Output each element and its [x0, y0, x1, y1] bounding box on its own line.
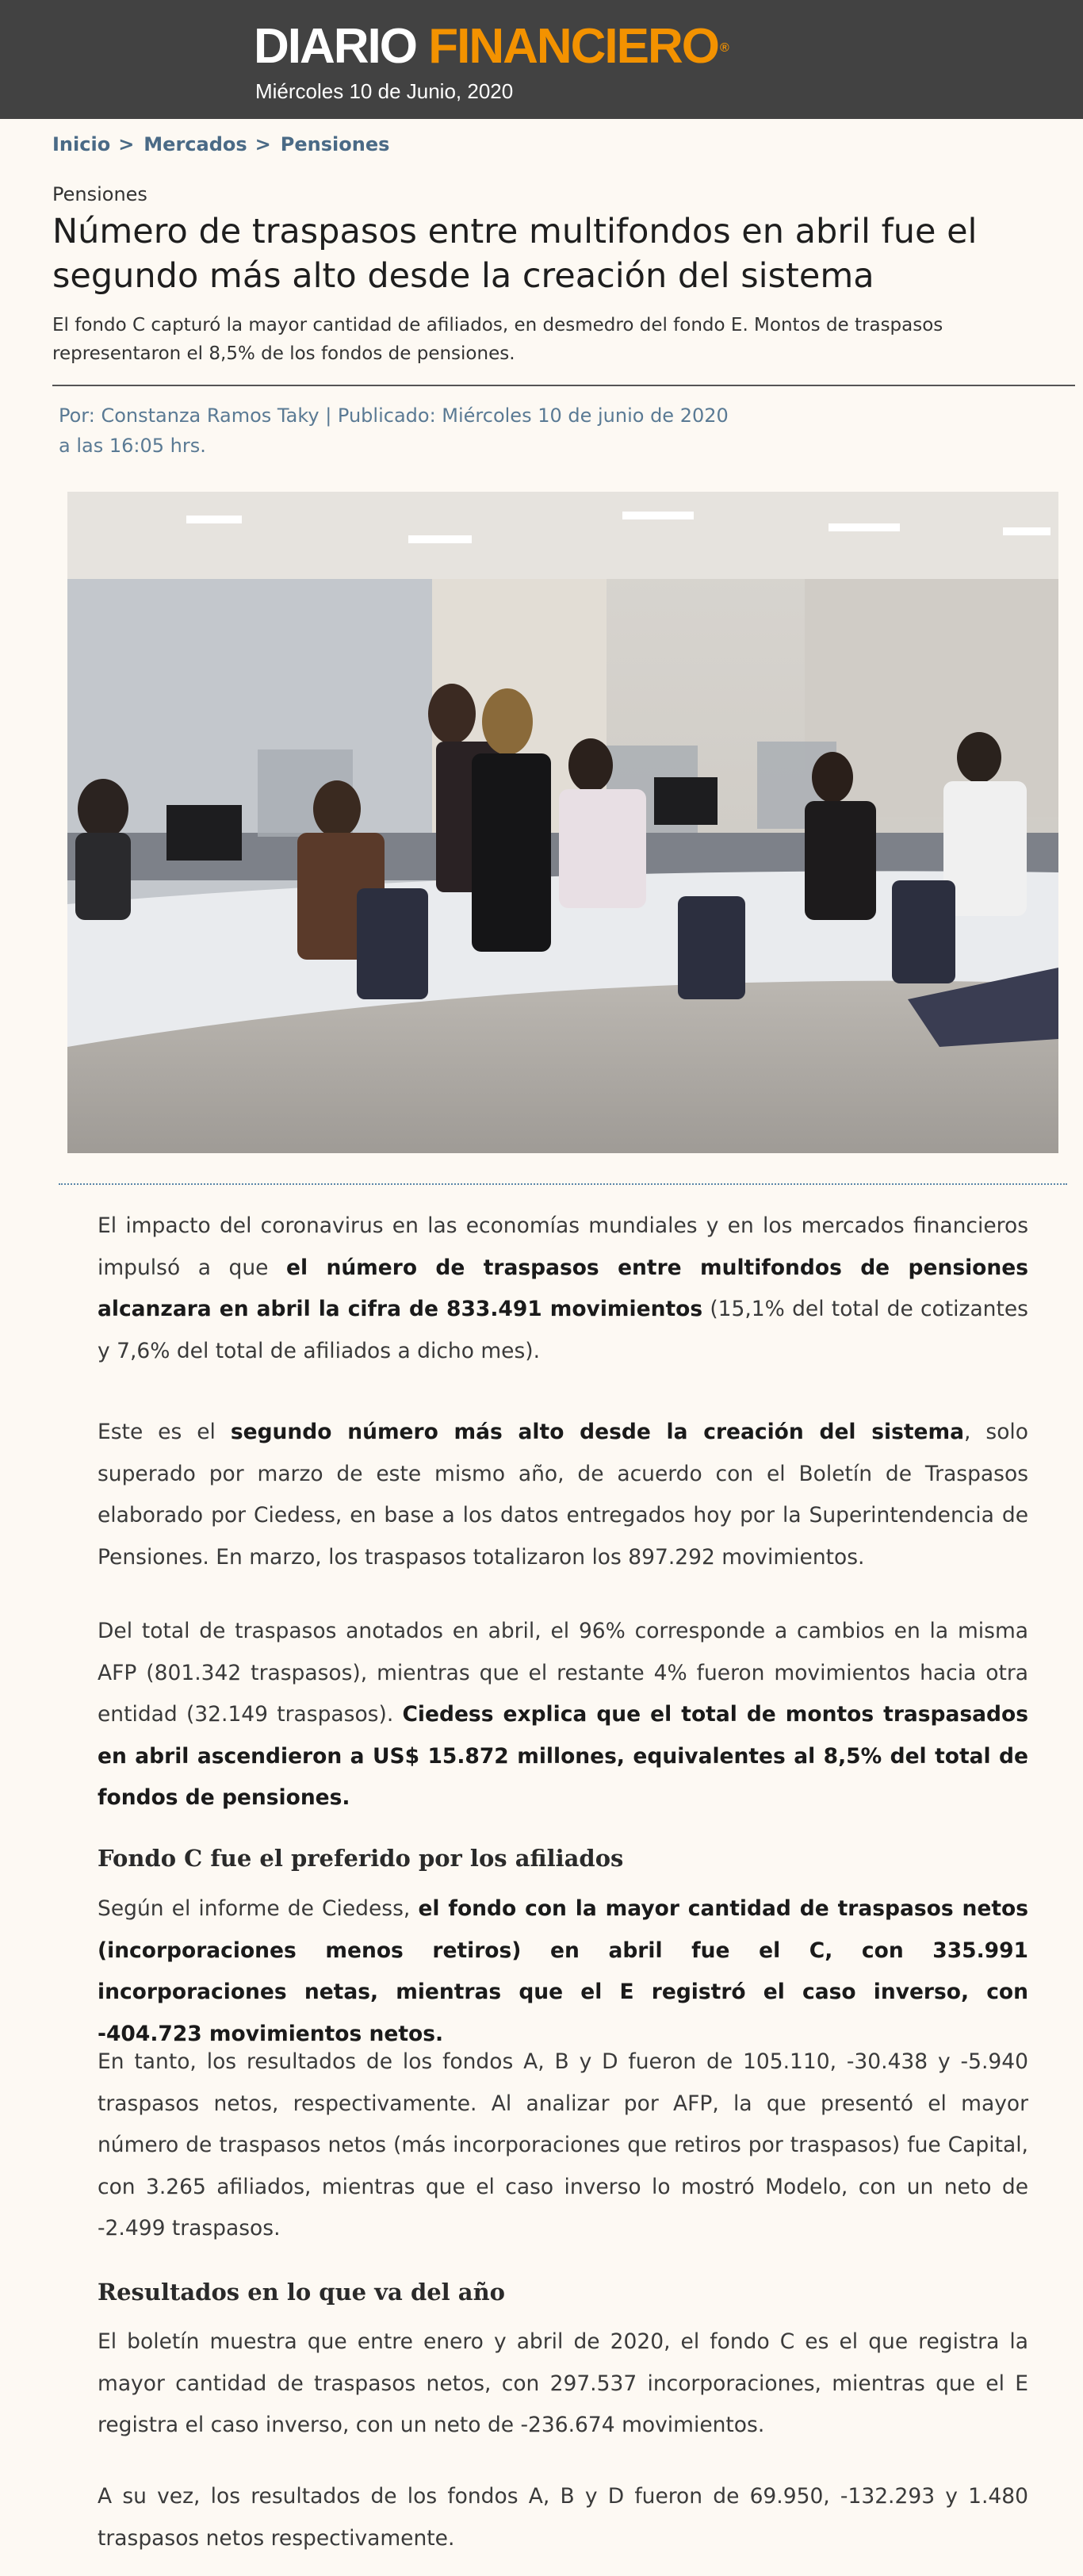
header-date: Miércoles 10 de Junio, 2020	[255, 79, 514, 103]
breadcrumb-pensiones[interactable]: Pensiones	[280, 133, 390, 155]
paragraph-2-text-1: Este es el	[98, 1420, 231, 1444]
paragraph-6: El boletín muestra que entre enero y abril de 2020, el fondo C es el que registra la mayor cantidad de traspasos netos, con 297.537 incorporaciones, mientras que el E registra el caso inverso, con un neto de -236.674 movimientos.	[98, 2329, 1028, 2437]
article-byline: Por: Constanza Ramos Taky | Publicado: Miércoles 10 de junio de 2020 a las 16:05 hrs.	[59, 404, 729, 457]
site-logo[interactable]	[254, 19, 728, 74]
site-header	[0, 0, 1083, 119]
paragraph-2-text-2: , solo superado por marzo de este mismo año, de acuerdo con el Boletín de Traspasos elaborado por Ciedess, en base a los datos entregados hoy por la Superintendencia de Pensiones. En marzo, los traspasos totalizaron los 897.292 movimientos.	[98, 1420, 1028, 1570]
paragraph-3-text-1: Del total de traspasos anotados en abril, el 96% corresponde a cambios en la misma AFP (801.342 traspasos), mientras que el restante 4% fueron movimientos hacia otra entidad (32.149 traspasos).	[98, 1619, 1028, 1727]
paragraph-2-highlight: segundo número más alto desde la creación del sistema	[230, 1420, 965, 1444]
subhead-fondo-c: Fondo C fue el preferido por los afiliados	[98, 1845, 624, 1872]
section-label: Pensiones	[52, 183, 147, 205]
paragraph-3-highlight: Ciedess explica que el total de montos traspasados en abril ascendieron a US$ 15.872 millones, equivalentes al 8,5% del total de fondos de pensiones.	[98, 1702, 1029, 1810]
breadcrumb-separator: >	[254, 133, 271, 155]
breadcrumb-inicio[interactable]: Inicio	[52, 133, 111, 155]
breadcrumb-separator: >	[118, 133, 135, 155]
paragraph-4-text-1: Según el informe de Ciedess,	[98, 1896, 419, 1921]
article-subtitle: El fondo C capturó la mayor cantidad de afiliados, en desmedro del fondo E. Montos de traspasos representaron el 8,5% de los fondos de pensiones.	[52, 315, 943, 364]
logo-text-diario: DIARIO	[254, 19, 429, 74]
breadcrumb-mercados[interactable]: Mercados	[144, 133, 247, 155]
paragraph-1-text-2: (15,1% del total de cotizantes y 7,6% del total de afiliados a dicho mes).	[98, 1297, 1028, 1363]
paragraph-2	[98, 1412, 1028, 1578]
article-photo	[67, 492, 1058, 1153]
paragraph-7: A su vez, los resultados de los fondos A, B y D fueron de 69.950, -132.293 y 1.480 traspasos netos respectivamente.	[98, 2484, 1028, 2551]
article-title: Número de traspasos entre multifondos en abril fue el segundo más alto desde la creación del sistema	[52, 212, 978, 296]
content-divider	[59, 1183, 1067, 1185]
logo-text-financiero: FINANCIERO	[428, 19, 719, 74]
paragraph-3	[98, 1611, 1028, 1819]
paragraph-1-highlight: el número de traspasos entre multifondos de pensiones alcanzara en abril la cifra de 833.491 movimientos	[98, 1255, 1028, 1321]
subhead-resultados: Resultados en lo que va del año	[98, 2279, 505, 2306]
paragraph-4	[98, 1888, 1028, 2055]
paragraph-5: En tanto, los resultados de los fondos A, B y D fueron de 105.110, -30.438 y -5.940 traspasos netos, respectivamente. Al analizar por AFP, la que presentó el mayor número de traspasos netos (más incorporaciones que retiros por traspasos) fue Capital, con 3.265 afiliados, mientras que el caso inverso lo mostró Modelo, con un neto de -2.499 traspasos.	[98, 2049, 1028, 2241]
paragraph-4-highlight: el fondo con la mayor cantidad de traspasos netos (incorporaciones menos retiros) en abril fue el C, con 335.991 incorporaciones netas, mientras que el E registró el caso inverso, con -404.723 movimientos netos.	[98, 1896, 1028, 2046]
breadcrumb	[52, 133, 389, 155]
paragraph-1-text-1: El impacto del coronavirus en las economías mundiales y en los mercados financieros impulsó a que	[98, 1213, 1028, 1280]
title-divider	[52, 385, 1075, 386]
office-photo-icon	[67, 492, 1058, 1153]
paragraph-1	[98, 1206, 1028, 1372]
registered-mark: ®	[720, 41, 728, 55]
